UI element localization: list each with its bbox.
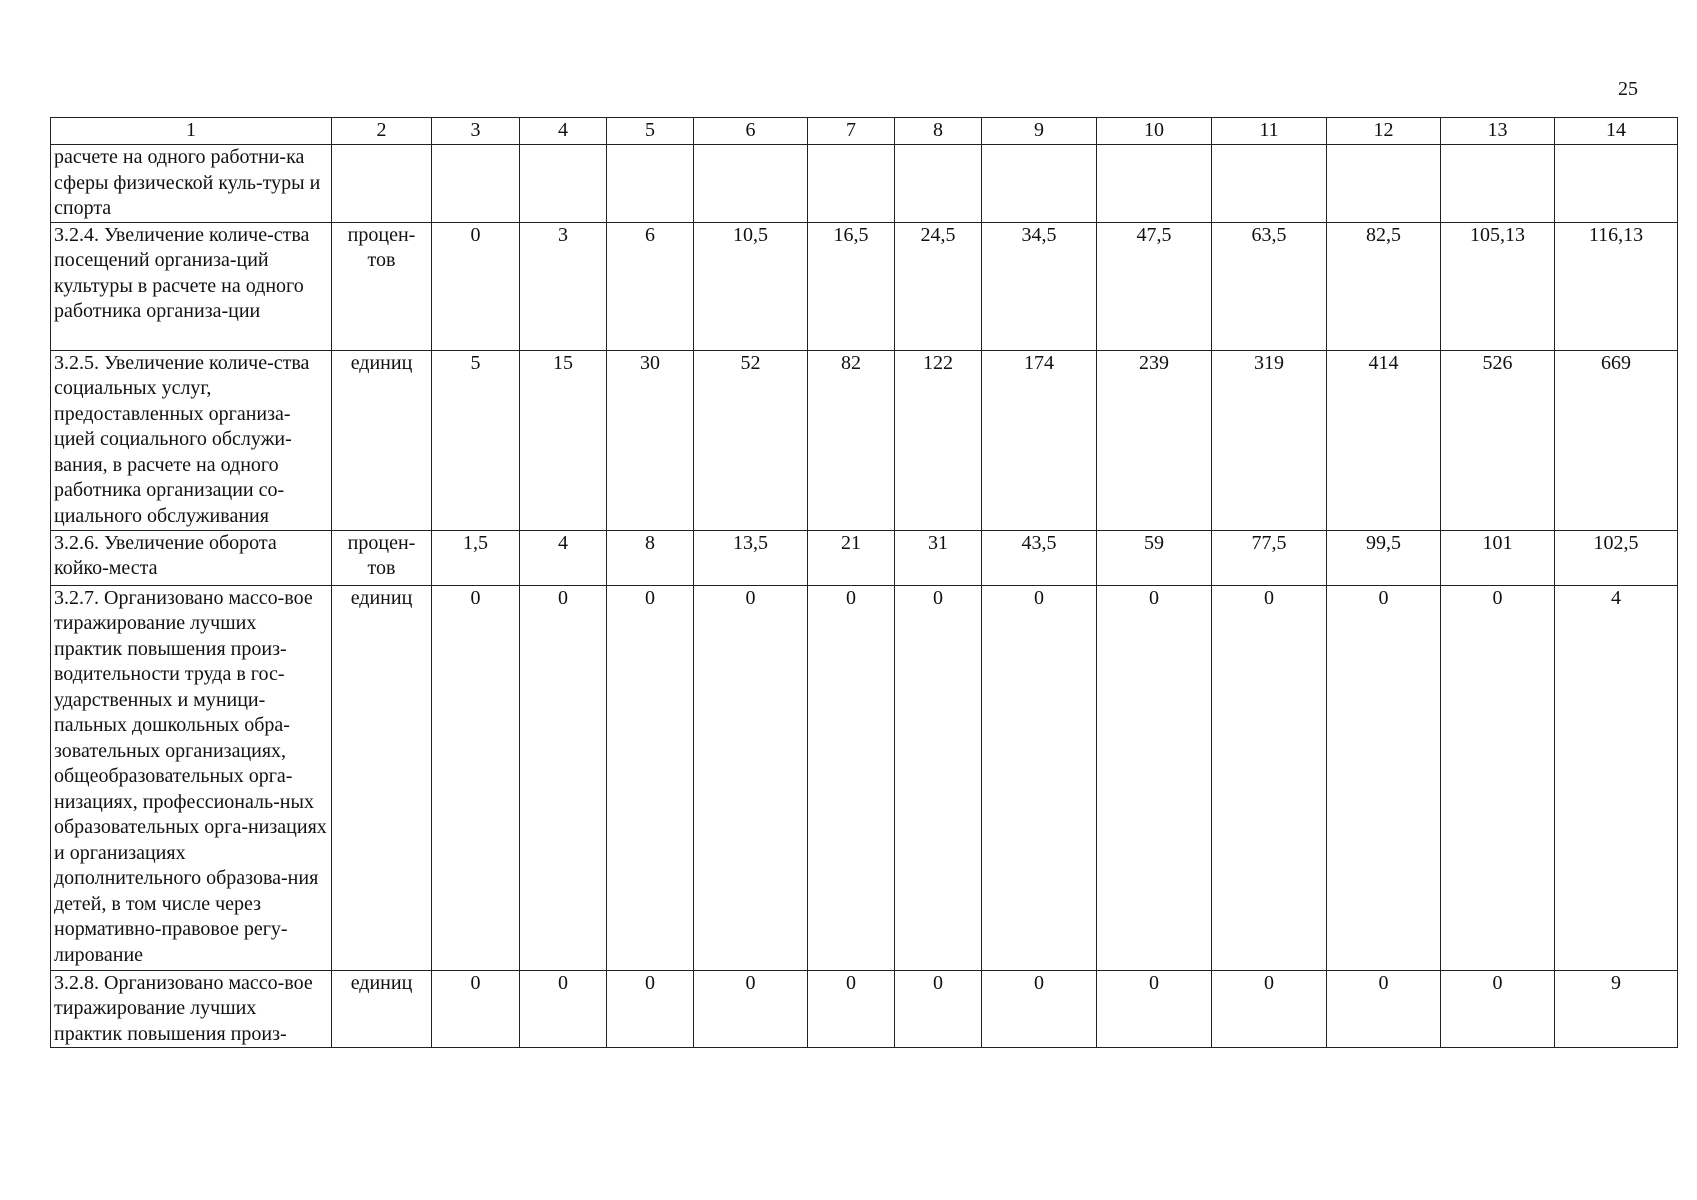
- column-number: 10: [1097, 118, 1212, 145]
- value-cell: 82,5: [1327, 222, 1441, 350]
- value-cell: 77,5: [1212, 530, 1327, 585]
- value-cell: 174: [982, 350, 1097, 530]
- value-cell: 99,5: [1327, 530, 1441, 585]
- value-cell: 0: [520, 970, 607, 1048]
- indicator-description: 3.2.7. Организовано массо-вое тиражирование лучших практик повышения произ-водительности труда в гос-ударственных и муници-пальных дошкольных обра-зовательных организациях, общеобразовательных орга-низациях, профессиональ-ных образовательных орга-низациях и организациях дополнительного образова-ния детей, в том числе через нормативно-правовое регу-лирование: [51, 585, 332, 970]
- value-cell: 0: [1212, 585, 1327, 970]
- value-cell: 3: [520, 222, 607, 350]
- value-cell: 9: [1555, 970, 1678, 1048]
- value-cell: 43,5: [982, 530, 1097, 585]
- value-cell: 52: [694, 350, 808, 530]
- table-row: [51, 970, 1678, 1048]
- page-number: 25: [1618, 78, 1638, 100]
- value-cell: [1097, 145, 1212, 223]
- column-number: 8: [895, 118, 982, 145]
- value-cell: 0: [808, 585, 895, 970]
- value-cell: 8: [607, 530, 694, 585]
- value-cell: 0: [895, 585, 982, 970]
- value-cell: 30: [607, 350, 694, 530]
- table-row: [51, 585, 1678, 970]
- value-cell: [1441, 145, 1555, 223]
- value-cell: 0: [895, 970, 982, 1048]
- value-cell: [607, 145, 694, 223]
- value-cell: 31: [895, 530, 982, 585]
- table-row: [51, 530, 1678, 585]
- value-cell: 21: [808, 530, 895, 585]
- value-cell: [982, 145, 1097, 223]
- value-cell: 526: [1441, 350, 1555, 530]
- value-cell: 0: [694, 585, 808, 970]
- indicator-description: 3.2.6. Увеличение оборота койко-места: [51, 530, 332, 585]
- column-number: 5: [607, 118, 694, 145]
- indicator-description: 3.2.8. Организовано массо-вое тиражирование лучших практик повышения произ-: [51, 970, 332, 1048]
- value-cell: 0: [1441, 970, 1555, 1048]
- value-cell: [432, 145, 520, 223]
- column-number: 13: [1441, 118, 1555, 145]
- indicator-description: расчете на одного работни-ка сферы физической куль-туры и спорта: [51, 145, 332, 223]
- column-number: 3: [432, 118, 520, 145]
- value-cell: 101: [1441, 530, 1555, 585]
- table-row: [51, 350, 1678, 530]
- value-cell: 0: [1327, 970, 1441, 1048]
- value-cell: [1327, 145, 1441, 223]
- value-cell: 82: [808, 350, 895, 530]
- value-cell: 63,5: [1212, 222, 1327, 350]
- value-cell: 47,5: [1097, 222, 1212, 350]
- column-number: 9: [982, 118, 1097, 145]
- value-cell: 16,5: [808, 222, 895, 350]
- value-cell: 122: [895, 350, 982, 530]
- value-cell: 10,5: [694, 222, 808, 350]
- column-number: 6: [694, 118, 808, 145]
- value-cell: 0: [694, 970, 808, 1048]
- value-cell: 0: [1212, 970, 1327, 1048]
- value-cell: [694, 145, 808, 223]
- value-cell: 0: [808, 970, 895, 1048]
- table-row: [51, 222, 1678, 350]
- value-cell: 0: [432, 222, 520, 350]
- unit-cell: [332, 145, 432, 223]
- unit-cell: процен-тов: [332, 222, 432, 350]
- value-cell: 414: [1327, 350, 1441, 530]
- value-cell: 0: [1097, 585, 1212, 970]
- value-cell: 0: [982, 970, 1097, 1048]
- value-cell: [1212, 145, 1327, 223]
- value-cell: 0: [432, 970, 520, 1048]
- column-number: 12: [1327, 118, 1441, 145]
- column-number: 14: [1555, 118, 1678, 145]
- column-number: 7: [808, 118, 895, 145]
- value-cell: 0: [520, 585, 607, 970]
- value-cell: 669: [1555, 350, 1678, 530]
- value-cell: 0: [1327, 585, 1441, 970]
- unit-cell: единиц: [332, 350, 432, 530]
- value-cell: 319: [1212, 350, 1327, 530]
- value-cell: 0: [607, 970, 694, 1048]
- table-row: [51, 145, 1678, 223]
- column-number: 4: [520, 118, 607, 145]
- value-cell: 4: [1555, 585, 1678, 970]
- value-cell: 0: [982, 585, 1097, 970]
- value-cell: 116,13: [1555, 222, 1678, 350]
- indicator-description: 3.2.5. Увеличение количе-ства социальных услуг, предоставленных организа-цией социального обслужи-вания, в расчете на одного работника организации со-циального обслуживания: [51, 350, 332, 530]
- unit-cell: процен-тов: [332, 530, 432, 585]
- unit-cell: единиц: [332, 585, 432, 970]
- value-cell: 13,5: [694, 530, 808, 585]
- value-cell: 0: [1441, 585, 1555, 970]
- column-number: 2: [332, 118, 432, 145]
- value-cell: 0: [432, 585, 520, 970]
- value-cell: 4: [520, 530, 607, 585]
- value-cell: 34,5: [982, 222, 1097, 350]
- value-cell: [520, 145, 607, 223]
- indicator-description: 3.2.4. Увеличение количе-ства посещений организа-ций культуры в расчете на одного работника организа-ции: [51, 222, 332, 350]
- value-cell: 1,5: [432, 530, 520, 585]
- value-cell: 0: [607, 585, 694, 970]
- value-cell: 102,5: [1555, 530, 1678, 585]
- value-cell: [1555, 145, 1678, 223]
- value-cell: 239: [1097, 350, 1212, 530]
- value-cell: 59: [1097, 530, 1212, 585]
- unit-cell: единиц: [332, 970, 432, 1048]
- indicators-table: [50, 117, 1678, 1048]
- value-cell: 105,13: [1441, 222, 1555, 350]
- value-cell: 6: [607, 222, 694, 350]
- value-cell: 24,5: [895, 222, 982, 350]
- column-number: 1: [51, 118, 332, 145]
- value-cell: [808, 145, 895, 223]
- column-number-row: [51, 118, 1678, 145]
- value-cell: [895, 145, 982, 223]
- column-number: 11: [1212, 118, 1327, 145]
- value-cell: 15: [520, 350, 607, 530]
- value-cell: 5: [432, 350, 520, 530]
- value-cell: 0: [1097, 970, 1212, 1048]
